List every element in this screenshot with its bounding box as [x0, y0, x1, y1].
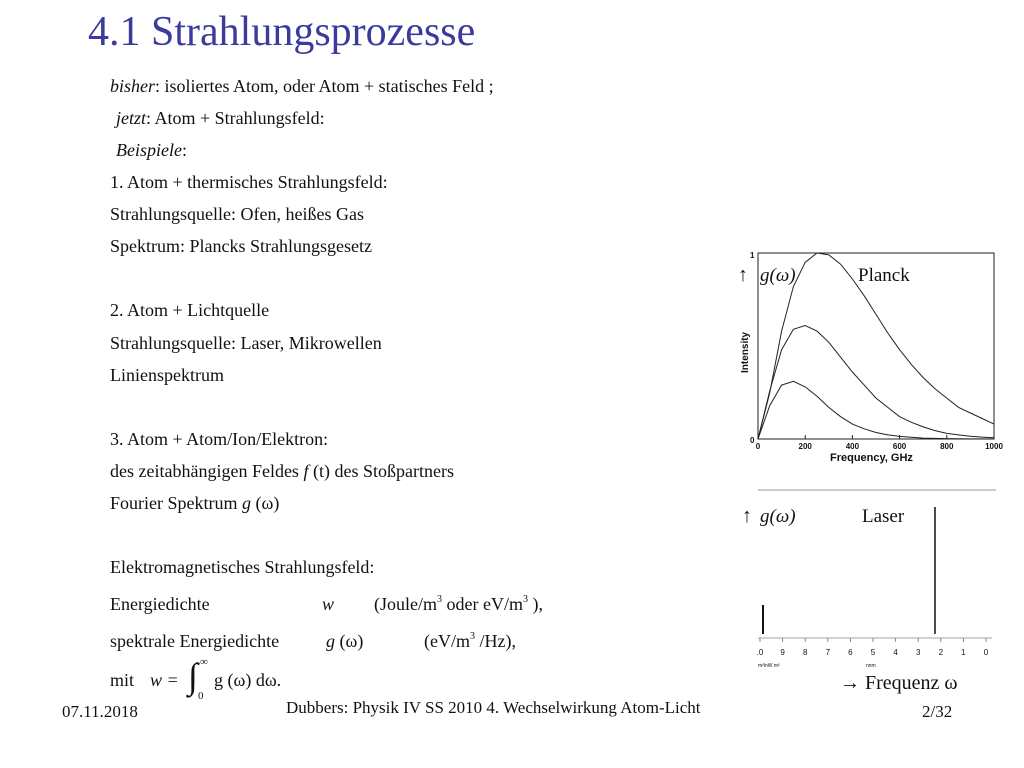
integral-lower: 0: [198, 690, 204, 702]
laser-arrow: ↑: [742, 505, 752, 527]
planck-xtick-group: [756, 435, 1004, 451]
planck-figure: [730, 245, 1020, 470]
energy-unit-exp: 3: [437, 594, 442, 605]
laser-xtick-label: 7: [825, 648, 831, 657]
spectral-unit-b: /Hz),: [474, 631, 516, 651]
laser-name: Laser: [862, 506, 905, 527]
example2-spectrum: Linienspektrum: [110, 365, 224, 385]
planck-curve-2: [758, 326, 994, 440]
jetzt-label: jetzt: [116, 108, 146, 128]
laser-xtick-group: [757, 638, 989, 657]
field-symbol: f: [303, 461, 309, 481]
example3-fourier-line: [110, 493, 279, 514]
bisher-label: bisher: [110, 76, 155, 96]
em-heading: Elektromagnetisches Strahlungsfeld:: [110, 557, 375, 577]
energy-unit-b: oder eV/m: [442, 594, 523, 614]
spectral-symbol-group: [326, 631, 363, 652]
laser-xtick-label: 3: [915, 648, 921, 657]
example2-source: Strahlungsquelle: Laser, Mikrowellen: [110, 333, 382, 353]
example1-source: Strahlungsquelle: Ofen, heißes Gas: [110, 204, 364, 224]
laser-xtick-label: 0: [983, 648, 989, 657]
energy-symbol: w: [322, 594, 335, 614]
energy-label: Energiedichte: [110, 594, 210, 614]
spectral-unit-exp: 3: [469, 631, 475, 642]
laser-figure: [730, 485, 1010, 670]
laser-xtick-label: 6: [848, 648, 853, 657]
laser-g-label: g(ω): [760, 506, 796, 527]
laser-xtick-label: .0: [756, 648, 764, 657]
field-pre: des zeitabhängigen Feldes: [110, 461, 304, 481]
spectral-label: spektrale Energiedichte: [110, 631, 280, 651]
footer-page: 2/32: [922, 702, 953, 721]
planck-ylabel: Intensity: [740, 331, 751, 373]
integral-body: g (ω) dω.: [214, 670, 282, 690]
frequency-label: → Frequenz ω: [840, 672, 958, 694]
jetzt-text: : Atom + Strahlungsfeld:: [146, 108, 325, 128]
integral-sign: ∫: [188, 656, 198, 696]
spectral-unit: [424, 631, 516, 652]
laser-xtick-label: 4: [893, 648, 898, 657]
intro-bisher-line: [110, 76, 494, 97]
planck-arrow: ↑: [738, 264, 748, 286]
energy-unit-c: ),: [527, 594, 543, 614]
beispiele-colon: :: [181, 140, 187, 160]
laser-xtick-label: 9: [780, 648, 785, 657]
footer-date: 07.11.2018: [62, 702, 138, 721]
planck-xtick-label: 400: [845, 442, 860, 451]
example3-heading: 3. Atom + Atom/Ion/Elektron:: [110, 429, 329, 449]
planck-xlabel: Frequency, GHz: [830, 452, 913, 464]
mit-label: mit: [110, 670, 135, 690]
energy-unit-a: (Joule/m: [374, 594, 437, 614]
laser-xtick-label: 8: [802, 648, 808, 657]
footer-center: Dubbers: Physik IV SS 2010 4. Wechselwirkung Atom-Licht: [286, 698, 701, 717]
slide-title: 4.1 Strahlungsprozesse: [88, 9, 476, 55]
spectral-symbol: g: [326, 631, 335, 651]
planck-xtick-label: 800: [940, 442, 954, 451]
energy-density-line: [110, 594, 210, 615]
spectral-arg: (ω): [335, 631, 364, 651]
intro-jetzt-line: [116, 108, 325, 129]
intro-beispiele-line: [116, 140, 187, 161]
beispiele-label: Beispiele: [116, 140, 182, 160]
laser-xtick-label: 1: [961, 648, 966, 657]
example3-field-line: [110, 461, 454, 482]
planck-g-label: g(ω): [760, 265, 796, 286]
integral-upper: ∞: [200, 656, 208, 668]
field-arg: (t): [308, 461, 330, 481]
bisher-text: : isoliertes Atom, oder Atom + statisches Feld ;: [155, 76, 494, 96]
fourier-pre: Fourier Spektrum: [110, 493, 242, 513]
planck-ytick-bottom: 0: [750, 436, 755, 445]
fourier-arg: (ω): [251, 493, 280, 513]
laser-xtick-label: 5: [870, 648, 876, 657]
planck-curve-3: [758, 381, 994, 439]
planck-xtick-label: 1000: [985, 442, 1003, 451]
example2-heading: 2. Atom + Lichtquelle: [110, 300, 270, 320]
laser-axis-note-right: nnm: [866, 663, 876, 669]
planck-ytick-top: 1: [750, 251, 755, 260]
planck-xtick-label: 200: [798, 442, 812, 451]
laser-axis-note-left: m²lnW m²: [758, 663, 780, 669]
field-post: des Stoßpartners: [329, 461, 454, 481]
planck-xtick-label: 600: [892, 442, 907, 451]
example1-spectrum: Spektrum: Plancks Strahlungsgesetz: [110, 236, 372, 256]
laser-xtick-label: 2: [938, 648, 944, 657]
spectral-unit-a: (eV/m: [424, 631, 470, 651]
energy-unit: [374, 594, 543, 615]
integral-lhs: w =: [150, 670, 179, 690]
planck-name: Planck: [858, 265, 910, 286]
energy-unit-exp2: 3: [522, 594, 528, 605]
fourier-symbol: g: [242, 493, 251, 513]
planck-xtick-label: 0: [755, 442, 761, 451]
example1-heading: 1. Atom + thermisches Strahlungsfeld:: [110, 172, 388, 192]
spectral-density-line: [110, 631, 279, 652]
